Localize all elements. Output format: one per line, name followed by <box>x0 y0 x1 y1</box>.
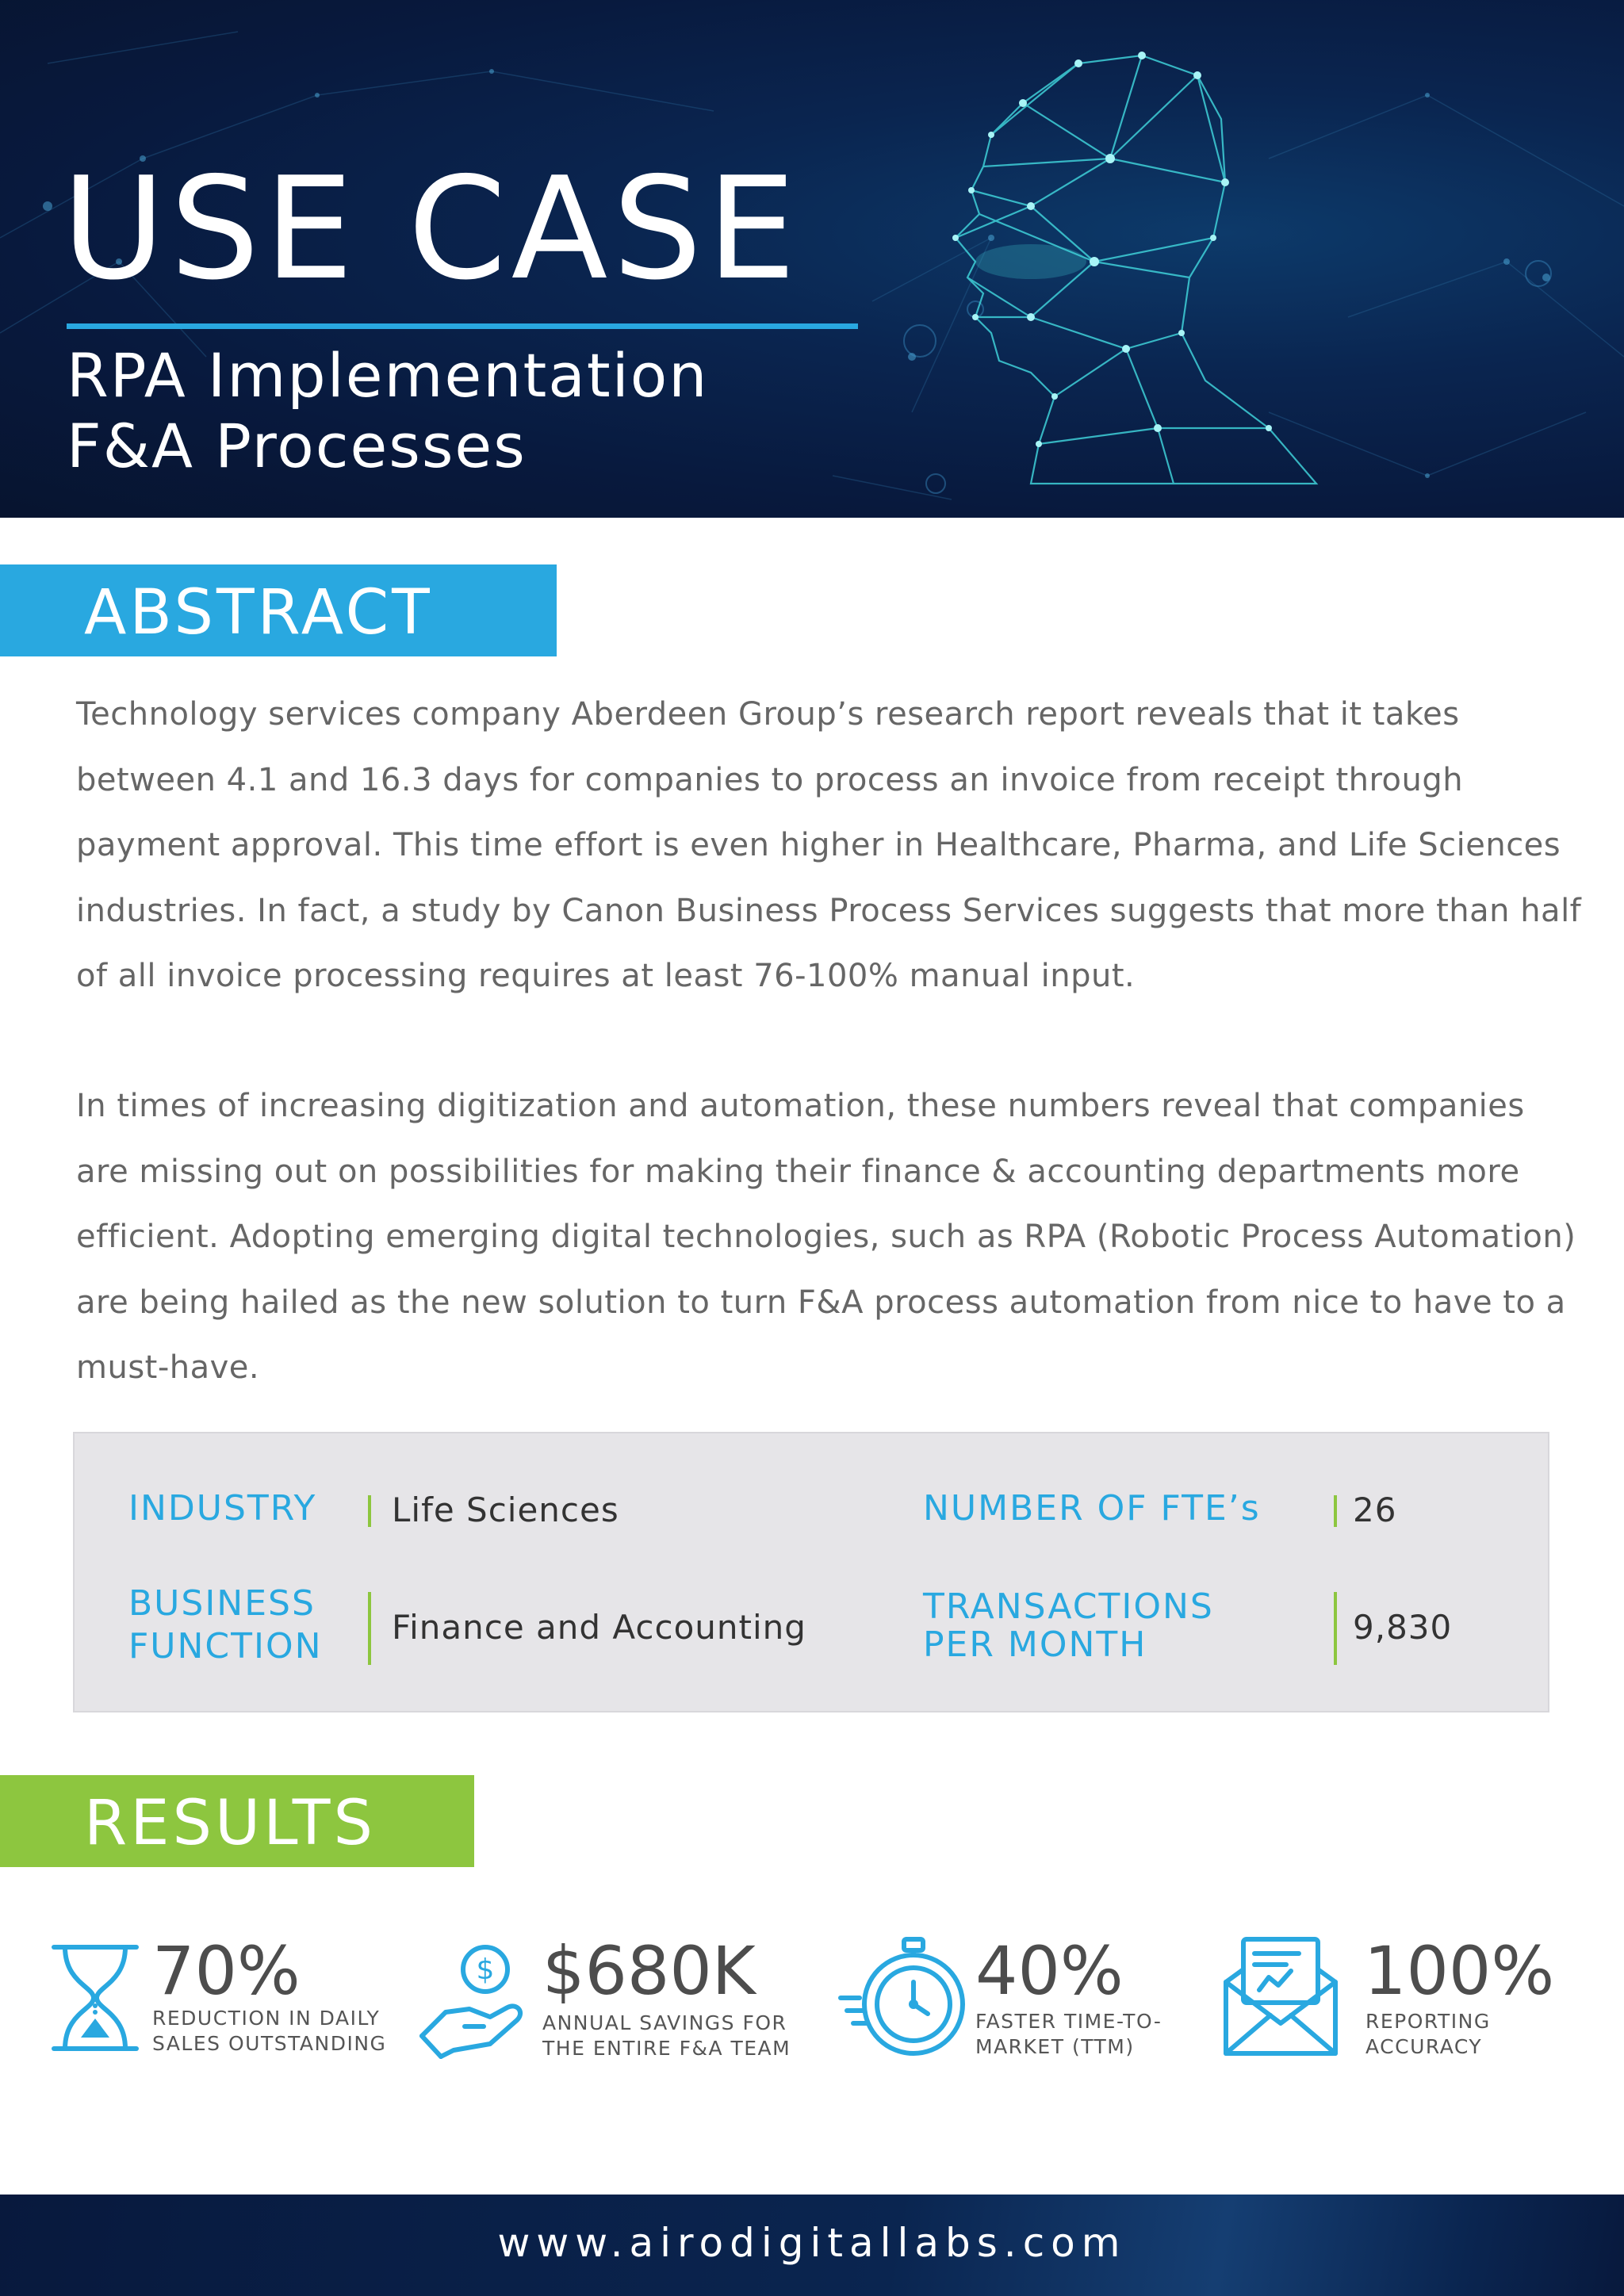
footer-bar <box>0 2195 1624 2296</box>
industry-value: Life Sciences <box>392 1490 619 1529</box>
hourglass-icon <box>49 1942 141 2053</box>
fte-label: NUMBER OF FTE’s <box>923 1488 1261 1529</box>
footer-website-link[interactable]: www.airodigitallabs.com <box>497 2220 1127 2266</box>
hero-banner <box>0 0 1624 518</box>
results-heading: RESULTS <box>84 1788 376 1859</box>
industry-label: INDUSTRY <box>128 1488 317 1529</box>
results-banner <box>0 1775 474 1867</box>
stat-desc-1-line2: SALES OUTSTANDING <box>152 2032 387 2055</box>
stat-value-3: 40% <box>975 1932 1124 2010</box>
stopwatch-icon <box>836 1934 971 2061</box>
stat-value-4: 100% <box>1364 1932 1555 2010</box>
business-function-label-line1: BUSINESS <box>128 1583 316 1624</box>
transactions-label-line1: TRANSACTIONS <box>923 1586 1214 1627</box>
business-function-divider <box>368 1592 371 1665</box>
business-function-value: Finance and Accounting <box>392 1608 806 1647</box>
hero-title: USE CASE <box>62 147 801 311</box>
business-function-label-line2: FUNCTION <box>128 1626 323 1667</box>
stat-desc-3-line2: MARKET (TTM) <box>975 2035 1135 2058</box>
stat-value-1: 70% <box>152 1932 301 2010</box>
hero-title-underline <box>67 323 858 329</box>
hero-subtitle-line1: RPA Implementation <box>67 340 709 411</box>
abstract-paragraph-2: In times of increasing digitization and automation, these numbers reveal that companies are missing out on possibilities for making their finance & accounting departments more efficient. Adopting emerging digital technologies, such as RPA (Robotic Process Automation) are being hailed as the new solution to turn F&A process automation from nice to have to a must-have. <box>76 1088 1576 1386</box>
case-details-box <box>73 1432 1549 1712</box>
abstract-heading: ABSTRACT <box>84 577 433 649</box>
envelope-report-icon <box>1220 1934 1342 2058</box>
hero-subtitle-line2: F&A Processes <box>67 411 527 481</box>
abstract-banner <box>0 564 557 656</box>
abstract-paragraph-1: Technology services company Aberdeen Group’s research report reveals that it takes between 4.1 and 16.3 days for companies to process an invoice from receipt through payment approval. This time effort is even higher in Healthcare, Pharma, and Life Sciences industries. In fact, a study by Canon Business Process Services suggests that more than half of all invoice processing requires at least 76-100% manual input. <box>76 696 1582 994</box>
industry-divider <box>368 1495 371 1527</box>
stat-desc-4-line1: REPORTING <box>1365 2010 1491 2033</box>
stat-value-2: $680K <box>542 1932 756 2010</box>
fte-value: 26 <box>1353 1490 1397 1529</box>
stat-desc-1-line1: REDUCTION IN DAILY <box>152 2007 381 2030</box>
stat-desc-2-line1: ANNUAL SAVINGS FOR <box>542 2011 787 2034</box>
stat-desc-3-line1: FASTER TIME-TO- <box>975 2010 1162 2033</box>
stat-desc-2-line2: THE ENTIRE F&A TEAM <box>542 2037 791 2060</box>
stat-desc-4-line2: ACCURACY <box>1365 2035 1483 2058</box>
transactions-label-line2: PER MONTH <box>923 1624 1147 1665</box>
transactions-divider <box>1334 1592 1337 1665</box>
hand-coin-icon <box>414 1941 533 2060</box>
fte-divider <box>1334 1495 1337 1527</box>
svg-text:$: $ <box>476 1954 495 1986</box>
transactions-value: 9,830 <box>1353 1608 1453 1647</box>
